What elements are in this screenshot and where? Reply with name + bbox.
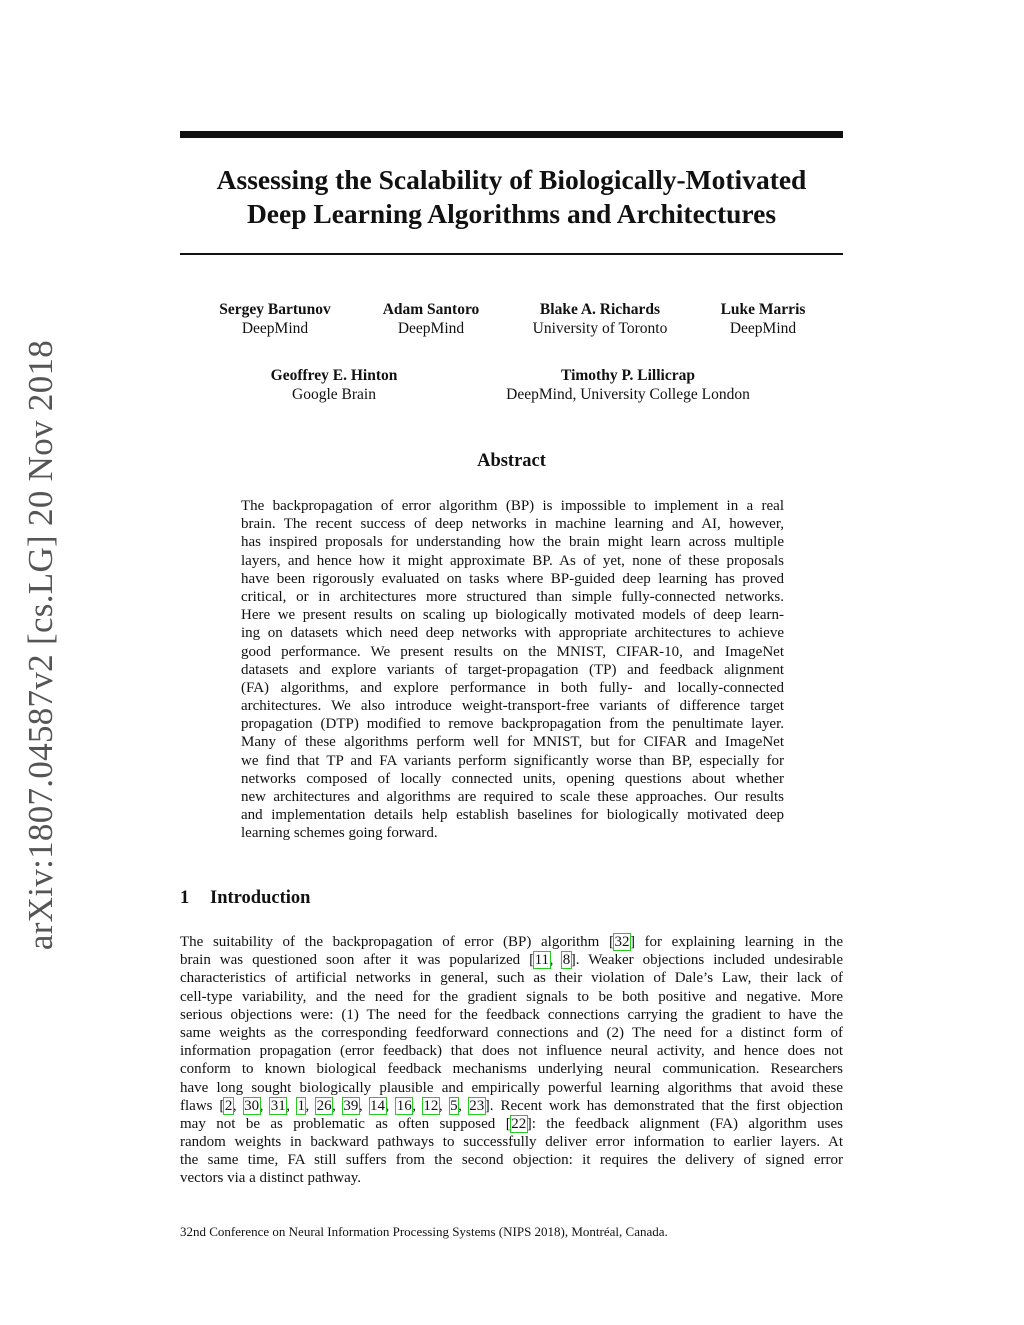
abstract-line: we find that TP and FA variants perform significantly worse than BP, especially for bbox=[241, 752, 784, 769]
author-affiliation: DeepMind bbox=[241, 320, 309, 337]
intro-line: characteristics of artificial networks in general, such as their violation of Dale’s Law, their lack of bbox=[180, 970, 843, 987]
abstract-heading: Abstract bbox=[477, 451, 546, 471]
author-block bbox=[383, 300, 480, 338]
author-affiliation: DeepMind bbox=[397, 320, 465, 337]
abstract-line: ing on datasets which need deep networks with appropriate architectures to achieve bbox=[241, 625, 784, 642]
author-block bbox=[271, 366, 398, 404]
intro-line bbox=[180, 1097, 843, 1115]
paper-title bbox=[180, 163, 843, 231]
author-name: Geoffrey E. Hinton bbox=[270, 367, 398, 384]
text-run: ] for explaining learning in the bbox=[629, 934, 843, 950]
abstract-line: networks composed of locally connected units, opening questions about whether bbox=[241, 770, 784, 787]
intro-line: serious objections were: (1) The need for the feedback connections carrying the gradient to have the bbox=[180, 1006, 843, 1023]
citation-link[interactable]: 39 bbox=[343, 1097, 359, 1114]
citation-link[interactable]: 5 bbox=[450, 1097, 458, 1114]
text-run: The suitability of the backpropagation of error (BP) algorithm [ bbox=[180, 934, 614, 950]
citation-link[interactable]: 2 bbox=[224, 1097, 233, 1114]
author-block bbox=[219, 300, 331, 338]
intro-line bbox=[180, 933, 843, 951]
text-run: brain was questioned soon after it was popularized [ bbox=[180, 952, 535, 969]
author-name: Sergey Bartunov bbox=[219, 301, 331, 318]
section-heading bbox=[180, 888, 310, 909]
intro-line: vectors via a distinct pathway. bbox=[180, 1170, 362, 1187]
citation-link[interactable]: 23 bbox=[469, 1097, 485, 1114]
abstract-line: learning schemes going forward. bbox=[241, 825, 438, 842]
citation-group bbox=[224, 1098, 484, 1114]
abstract-line: layers, and hence how it might approximate BP. As of yet, none of these proposals bbox=[241, 552, 784, 569]
text-run: ]: the feedback alignment (FA) algorithm uses bbox=[526, 1115, 843, 1132]
abstract-line: has inspired proposals for understanding how the brain might learn across multiple bbox=[241, 534, 784, 551]
author-block bbox=[506, 366, 750, 404]
abstract-body bbox=[241, 497, 784, 843]
intro-line: information propagation (error feedback) that does not influence neural activity, and hence does not bbox=[180, 1043, 843, 1060]
citation-link[interactable]: 14 bbox=[370, 1097, 386, 1114]
citation-link[interactable]: 8 bbox=[562, 952, 571, 969]
author-affiliation: DeepMind, University College London bbox=[506, 386, 750, 403]
intro-line: have long sought biologically plausible and empirically powerful learning algorithms that avoid these bbox=[180, 1079, 843, 1096]
author-affiliation: Google Brain bbox=[292, 386, 376, 403]
abstract-line: new architectures and algorithms are required to scale these approaches. Our results bbox=[241, 789, 784, 805]
abstract-line: good performance. We present results on the MNIST, CIFAR-10, and ImageNet bbox=[241, 643, 784, 660]
intro-line bbox=[180, 1115, 843, 1133]
citation-separator: , bbox=[385, 1097, 397, 1114]
intro-line: the same time, FA still suffers from the second objection: it requires the delivery of signed error bbox=[180, 1152, 843, 1169]
citation-separator: , bbox=[232, 1097, 244, 1114]
author-name: Luke Marris bbox=[720, 301, 806, 318]
title-line-1: Assessing the Scalability of Biologically-Motivated bbox=[216, 164, 807, 195]
citation-separator: , bbox=[259, 1097, 271, 1114]
title-bottom-rule bbox=[180, 253, 843, 255]
abstract-line: and implementation details help establish baselines for biologically motivated deep bbox=[241, 807, 784, 824]
citation-separator: , bbox=[332, 1097, 343, 1114]
intro-line: conform to known biological feedback mechanisms underlying neural communication. Researchers bbox=[180, 1061, 843, 1078]
citation-link[interactable]: 30 bbox=[244, 1097, 260, 1114]
text-run: ]. Weaker objections included undesirable bbox=[570, 952, 843, 969]
citation-link[interactable]: 26 bbox=[316, 1097, 332, 1114]
title-line-2: Deep Learning Algorithms and Architectures bbox=[246, 198, 777, 229]
text-run: ]. Recent work has demonstrated that the first objection bbox=[484, 1097, 844, 1114]
citation-link[interactable]: 11 bbox=[534, 952, 550, 969]
author-block bbox=[533, 300, 668, 338]
citation-link[interactable]: 32 bbox=[614, 934, 630, 950]
abstract-line: Many of these algorithms perform well for MNIST, but for CIFAR and ImageNet bbox=[241, 734, 784, 751]
author-name: Timothy P. Lillicrap bbox=[561, 367, 695, 384]
text-run: , bbox=[549, 952, 563, 969]
author-name: Blake A. Richards bbox=[539, 301, 661, 318]
citation-separator: , bbox=[438, 1097, 450, 1114]
citation-separator: , bbox=[286, 1097, 297, 1114]
abstract-line: brain. The recent success of deep networks in machine learning and AI, however, bbox=[241, 516, 784, 533]
citation-link[interactable]: 12 bbox=[423, 1097, 439, 1114]
abstract-line: The backpropagation of error algorithm (BP) is impossible to implement in a real bbox=[241, 498, 784, 514]
intro-line: same weights as the corresponding feedforward connections and (2) The need for a distinct form of bbox=[180, 1024, 843, 1041]
author-block bbox=[721, 300, 806, 338]
intro-line bbox=[180, 951, 843, 969]
abstract-line: Here we present results on scaling up biologically motivated models of deep learn- bbox=[241, 607, 784, 624]
title-top-rule bbox=[180, 131, 843, 138]
citation-separator: , bbox=[305, 1097, 317, 1114]
citation-link[interactable]: 1 bbox=[297, 1097, 305, 1114]
citation-separator: , bbox=[358, 1097, 370, 1114]
intro-line: random weights in backward pathways to successfully deliver error information to earlier layers. At bbox=[180, 1134, 843, 1151]
intro-body bbox=[180, 933, 843, 1188]
abstract-line: architectures. We also introduce weight-transport-free variants of difference target bbox=[241, 698, 784, 715]
conference-footnote: 32nd Conference on Neural Information Processing Systems (NIPS 2018), Montréal, Canada. bbox=[180, 1224, 668, 1239]
abstract-line: propagation (DTP) modified to remove backpropagation from the penultimate layer. bbox=[241, 716, 784, 733]
author-affiliation: University of Toronto bbox=[532, 320, 668, 337]
citation-separator: , bbox=[458, 1097, 469, 1114]
author-affiliation: DeepMind bbox=[729, 320, 797, 337]
text-run: flaws [ bbox=[180, 1097, 225, 1114]
section-title: Introduction bbox=[210, 888, 311, 908]
abstract-line: datasets and explore variants of target-propagation (TP) and feedback alignment bbox=[241, 661, 784, 678]
citation-link[interactable]: 16 bbox=[396, 1097, 412, 1114]
citation-separator: , bbox=[412, 1097, 423, 1114]
abstract-line: have been rigorously evaluated on tasks where BP-guided deep learning has proved bbox=[241, 570, 784, 587]
intro-line: cell-type variability, and the need for the gradient signals to be both positive and negative. More bbox=[180, 988, 843, 1005]
arxiv-identifier: arXiv:1807.04587v2 [cs.LG] 20 Nov 2018 bbox=[21, 339, 60, 951]
abstract-line: critical, or in architectures more structured than simple fully-connected networks. bbox=[241, 588, 784, 605]
author-name: Adam Santoro bbox=[382, 301, 480, 318]
citation-link[interactable]: 31 bbox=[270, 1097, 286, 1114]
section-number: 1 bbox=[180, 888, 190, 908]
citation-link[interactable]: 22 bbox=[511, 1115, 527, 1132]
text-run: may not be as problematic as often supposed [ bbox=[180, 1115, 511, 1132]
abstract-line: (FA) algorithms, and explore performance in both fully- and locally-connected bbox=[241, 679, 784, 696]
